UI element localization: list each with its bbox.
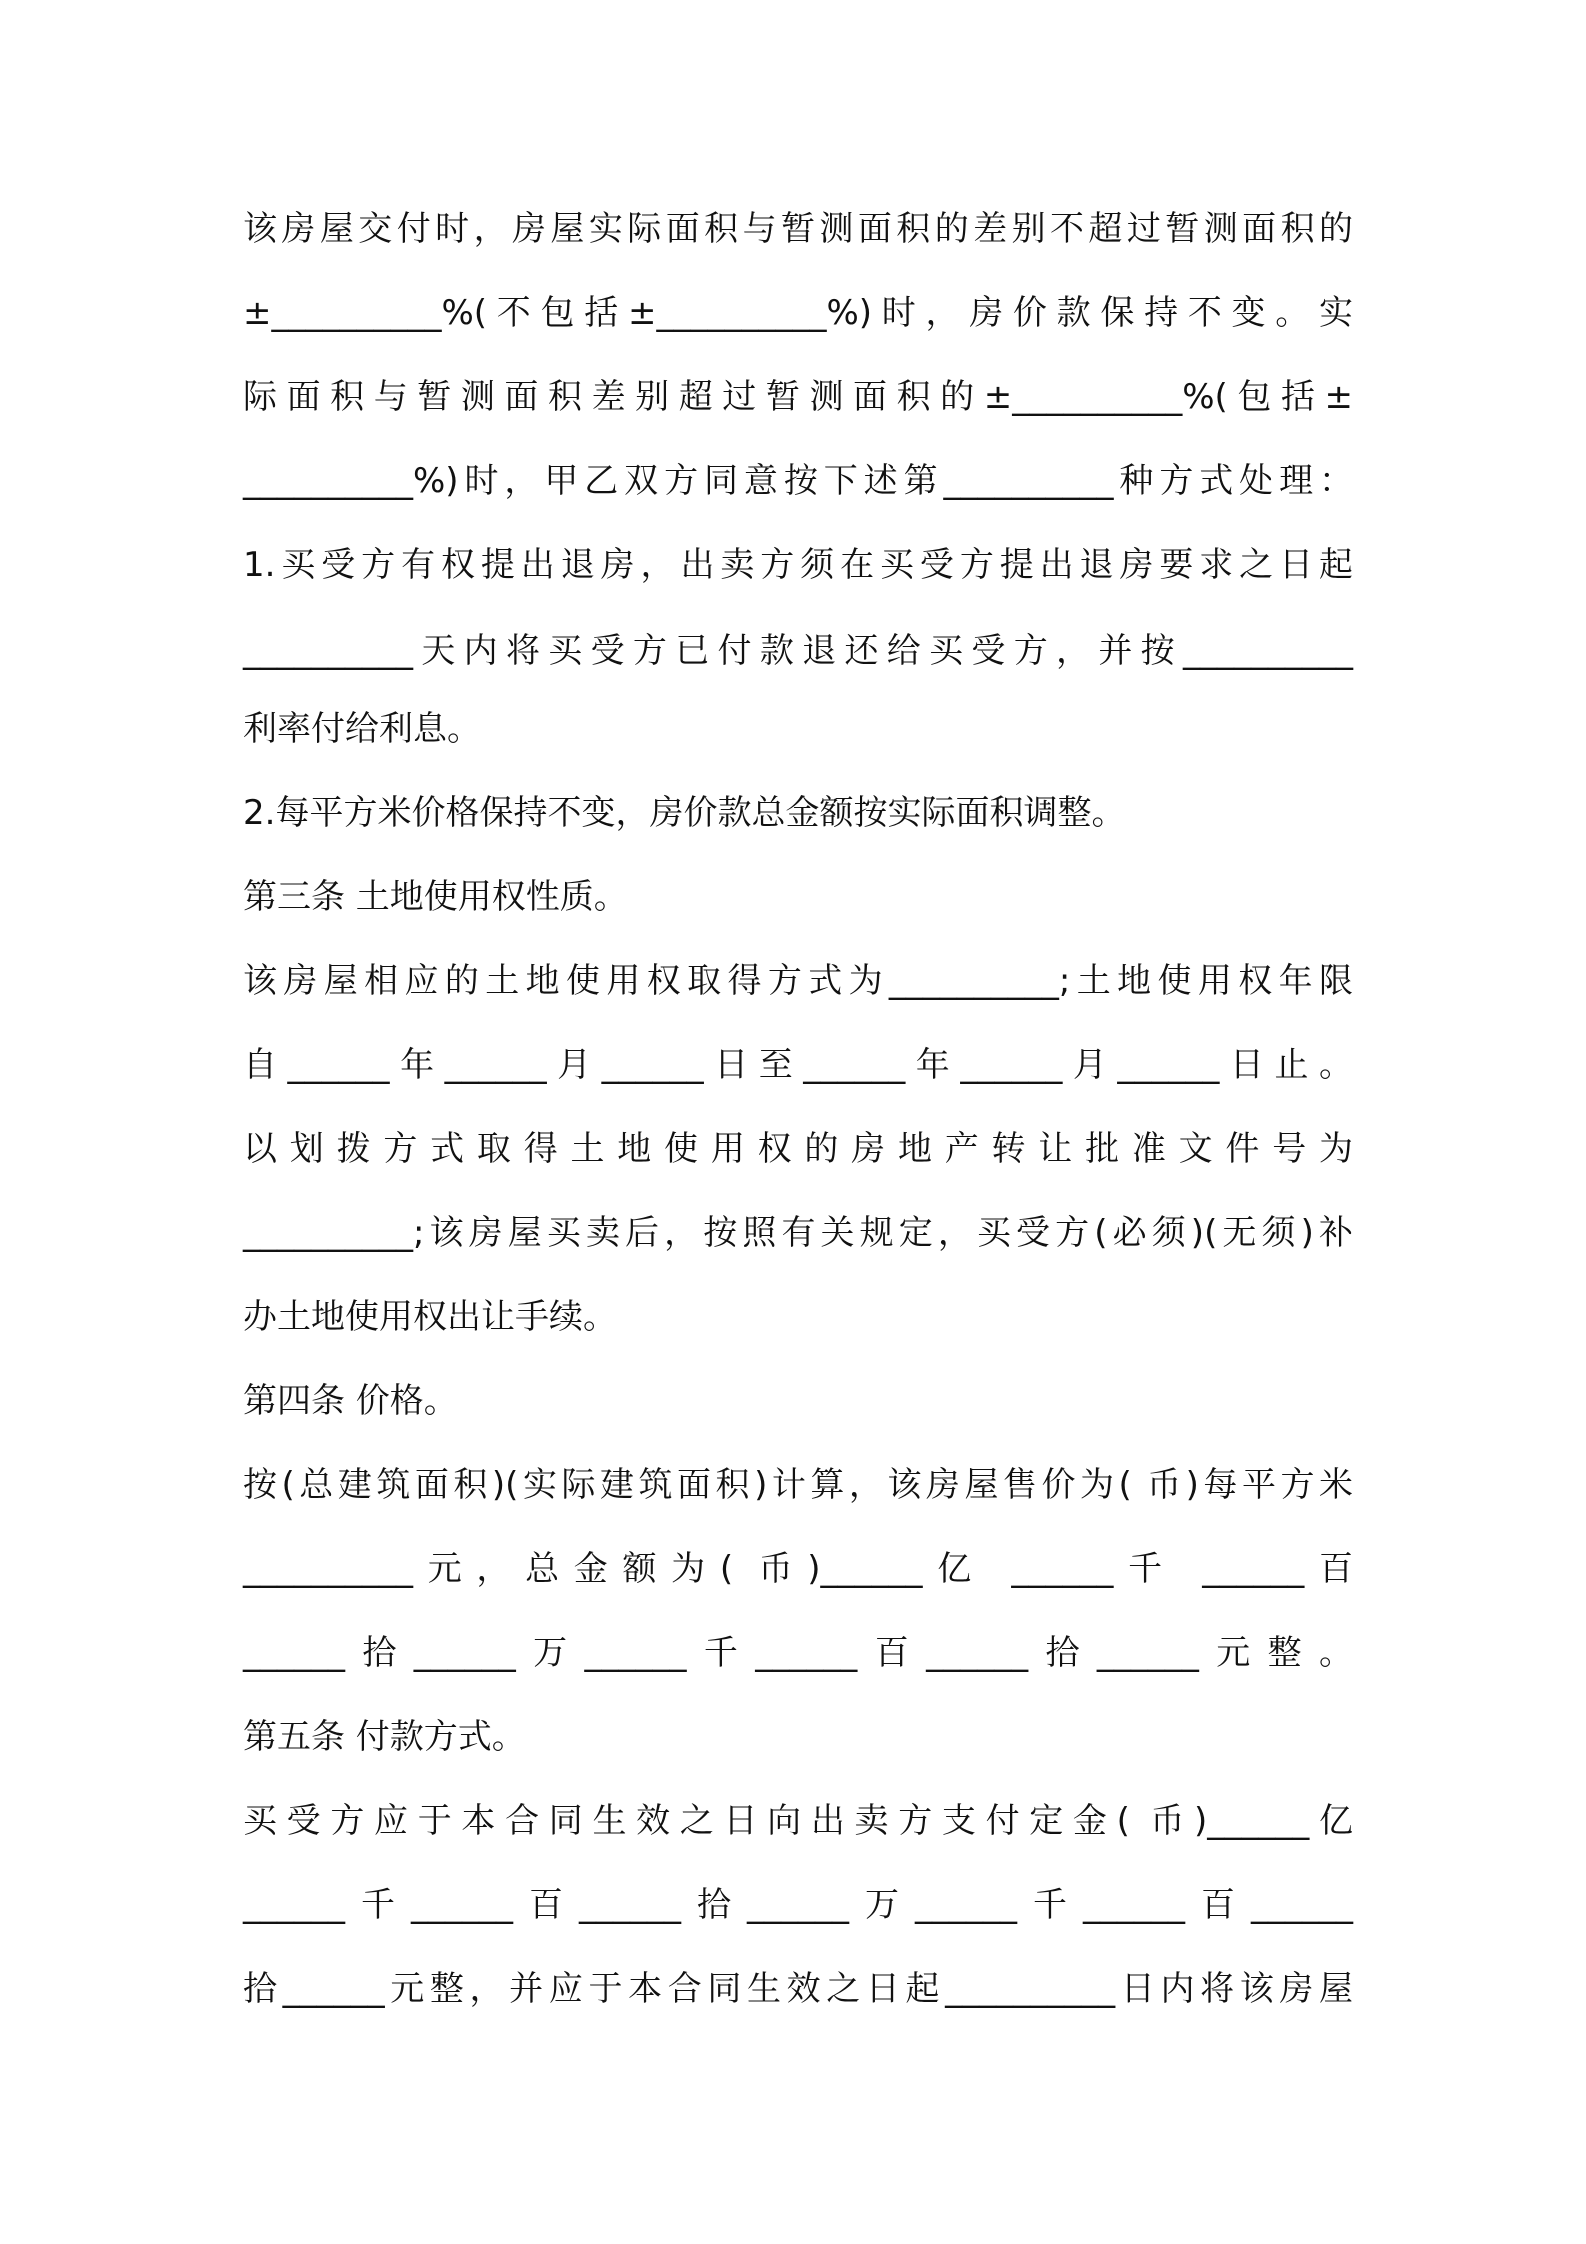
text-line: __________天内将买受方已付款退还给买受方，并按__________ [243, 631, 1353, 671]
text-line: ±__________%(不包括±__________%)时，房价款保持不变。实 [243, 293, 1353, 333]
text-line: 2.每平方米价格保持不变，房价款总金额按实际面积调整。 [243, 793, 1126, 833]
text-line: 1.买受方有权提出退房，出卖方须在买受方提出退房要求之日起 [243, 545, 1353, 585]
article-heading: 第三条 土地使用权性质。 [243, 877, 628, 917]
text-line: 该房屋交付时，房屋实际面积与暂测面积的差别不超过暂测面积的 [243, 209, 1353, 249]
text-line: ______千______百______拾______万______千______百______ [243, 1885, 1353, 1925]
text-line: ______拾______万______千______百______拾______元整。 [243, 1633, 1353, 1673]
text-line: __________;该房屋买卖后，按照有关规定，买受方(必须)(无须)补 [243, 1213, 1353, 1253]
article-heading: 第四条 价格。 [243, 1381, 458, 1421]
text-line: 该房屋相应的土地使用权取得方式为__________;土地使用权年限 [243, 961, 1353, 1001]
text-line: 以划拨方式取得土地使用权的房地产转让批准文件号为 [243, 1129, 1353, 1169]
text-line: 办土地使用权出让手续。 [243, 1297, 617, 1337]
text-line: 际面积与暂测面积差别超过暂测面积的±__________%(包括± [243, 377, 1353, 417]
text-line: __________%)时，甲乙双方同意按下述第__________种方式处理： [243, 461, 1353, 501]
text-line: __________元，总金额为( 币)______亿 ______千 ______百 [243, 1549, 1353, 1589]
text-line: 按(总建筑面积)(实际建筑面积)计算，该房屋售价为( 币)每平方米 [243, 1465, 1353, 1505]
article-heading: 第五条 付款方式。 [243, 1717, 526, 1757]
text-line: 拾______元整，并应于本合同生效之日起__________日内将该房屋 [243, 1969, 1353, 2009]
text-line: 买受方应于本合同生效之日向出卖方支付定金( 币)______亿 [243, 1801, 1353, 1841]
text-line: 自______年______月______日至______年______月______日止。 [243, 1045, 1353, 1085]
text-line: 利率付给利息。 [243, 709, 481, 749]
